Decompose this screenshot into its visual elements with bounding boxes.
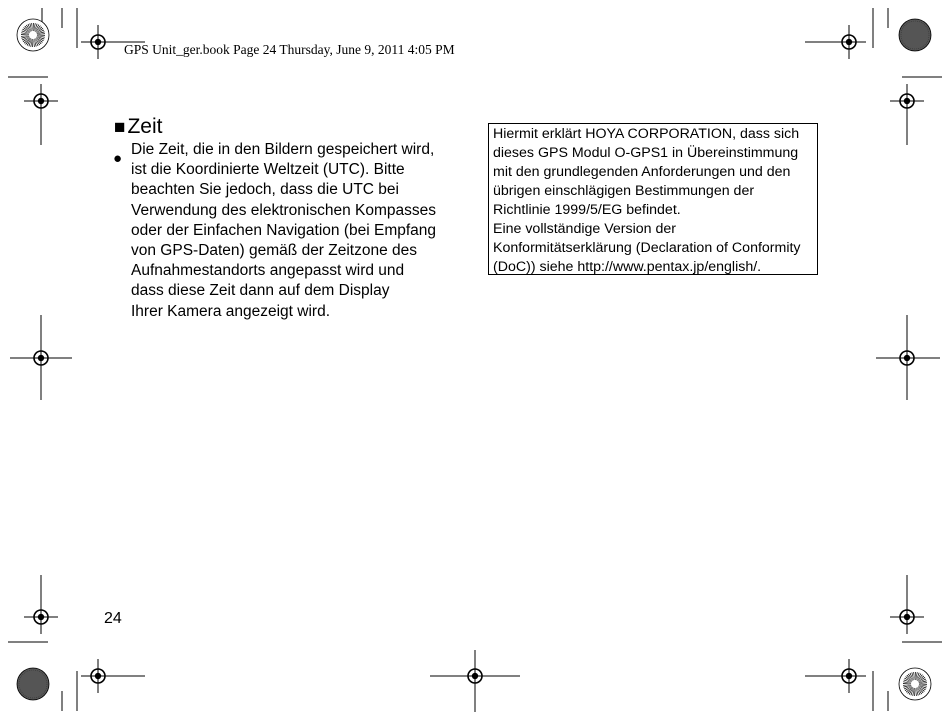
body-line: von GPS-Daten) gemäß der Zeitzone des — [131, 242, 418, 260]
notice-line: übrigen einschlägigen Bestimmungen der — [493, 183, 755, 199]
body-line: ist die Koordinierte Weltzeit (UTC). Bitte — [131, 161, 405, 179]
section-heading — [114, 114, 163, 141]
body-line: Die Zeit, die in den Bildern gespeichert wird, — [131, 141, 435, 158]
page-number: 24 — [104, 610, 122, 627]
body-line: Verwendung des elektronischen Kompasses — [131, 201, 437, 219]
conformity-notice-box — [488, 123, 818, 275]
notice-line: Eine vollständige Version der — [493, 221, 676, 237]
notice-line: Hiermit erklärt HOYA CORPORATION, dass sich — [493, 126, 800, 142]
body-line: beachten Sie jedoch, dass die UTC bei — [131, 181, 399, 199]
notice-line: Konformitätserklärung (Declaration of Conformity — [493, 240, 801, 256]
print-header: GPS Unit_ger.book Page 24 Thursday, June 9, 2011 4:05 PM — [124, 42, 455, 57]
body-line: Aufnahmestandorts angepasst wird und — [131, 262, 405, 280]
body-paragraph — [131, 140, 471, 322]
notice-line: dieses GPS Modul O-GPS1 in Übereinstimmung — [493, 145, 799, 161]
body-line: oder der Einfachen Navigation (bei Empfang — [131, 221, 437, 239]
body-line: dass diese Zeit dann auf dem Display — [131, 282, 390, 300]
notice-line: mit den grundlegenden Anforderungen und den — [493, 164, 791, 180]
notice-line: Richtlinie 1999/5/EG befindet. — [493, 202, 681, 218]
notice-line: (DoC)) siehe http://www.pentax.jp/english/. — [493, 259, 762, 275]
square-marker-icon: ■ — [114, 117, 126, 138]
body-line: Ihrer Kamera angezeigt wird. — [131, 302, 331, 320]
bullet-icon: ● — [113, 150, 123, 167]
section-title: Zeit — [127, 115, 163, 138]
